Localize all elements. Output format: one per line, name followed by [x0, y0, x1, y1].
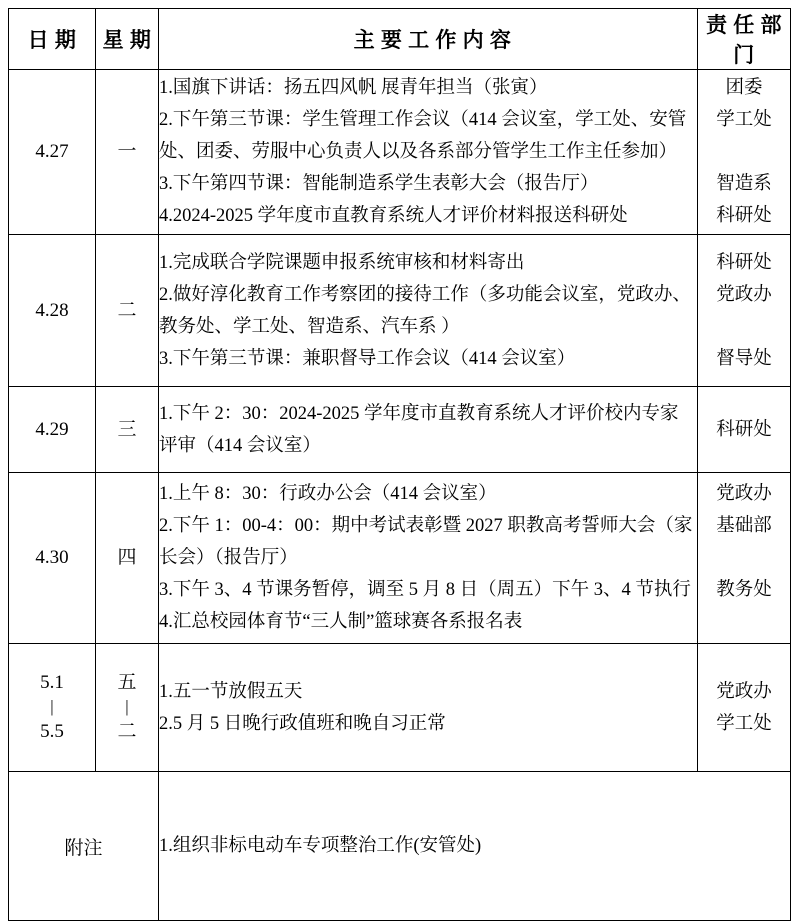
department-entry: 团委 — [725, 78, 763, 98]
department-entry: 智造系 — [716, 174, 772, 194]
department-entry: 科研处 — [716, 252, 772, 273]
department-entry: 科研处 — [716, 419, 772, 440]
row-department — [698, 473, 791, 644]
note-content — [159, 772, 791, 921]
weekday-range-end: 二 — [117, 720, 137, 742]
content-line: 1.组织非标电动车专项整治工作(安管处) — [159, 836, 482, 856]
content-line: 3.下午第四节课：智能制造系学生表彰大会（报告厅） — [159, 174, 599, 194]
weekday-range-start: 五 — [117, 671, 137, 693]
department-entry: 党政办 — [716, 681, 772, 702]
content-line: 4.汇总校园体育节“三人制”篮球赛各系报名表 — [159, 612, 523, 632]
header-date: 日 期 — [9, 9, 96, 70]
row-date: 4.27 — [9, 70, 96, 235]
content-line: 3.下午 3、4 节课务暂停，调至 5 月 8 日（周五）下午 3、4 节执行 — [159, 580, 691, 600]
header-department: 责 任 部 门 — [698, 9, 791, 70]
department-entry: 学工处 — [716, 713, 772, 734]
date-range-end: 5.5 — [40, 720, 64, 742]
department-entry — [698, 136, 790, 168]
row-weekday: 四 — [96, 473, 159, 644]
table-row — [9, 235, 791, 387]
date-range-start: 5.1 — [40, 671, 64, 693]
department-entry: 基础部 — [716, 516, 772, 536]
row-department — [698, 235, 791, 387]
row-content — [159, 70, 698, 235]
row-weekday — [96, 644, 159, 772]
department-entry — [698, 606, 790, 638]
row-date: 4.30 — [9, 473, 96, 644]
department-entry: 学工处 — [716, 110, 772, 130]
table-row — [9, 644, 791, 772]
content-line: 2.5 月 5 日晚行政值班和晚自习正常 — [159, 713, 446, 734]
department-entry: 科研处 — [716, 206, 772, 226]
row-date: 4.29 — [9, 387, 96, 473]
header-weekday: 星 期 — [96, 9, 159, 70]
row-department — [698, 387, 791, 473]
content-line: 1.下午 2：30：2024-2025 学年度市直教育系统人才评价校内专家评审（414 会议室） — [159, 403, 679, 456]
table-header-row — [9, 9, 791, 70]
content-line: 1.国旗下讲话：扬五四风帆 展青年担当（张寅） — [159, 78, 548, 98]
row-content — [159, 387, 698, 473]
note-row — [9, 772, 791, 921]
date-range-separator: | — [50, 697, 54, 717]
department-entry: 督导处 — [716, 348, 772, 369]
table-row — [9, 473, 791, 644]
row-weekday: 二 — [96, 235, 159, 387]
content-line: 2.下午 1：00-4：00：期中考试表彰暨 2027 职教高考誓师大会（家长会）（报告厅） — [159, 516, 693, 568]
department-entry: 教务处 — [716, 580, 772, 600]
row-content — [159, 235, 698, 387]
row-department — [698, 644, 791, 772]
table-row — [9, 387, 791, 473]
row-content — [159, 473, 698, 644]
content-line: 2.做好淳化教育工作考察团的接待工作（多功能会议室，党政办、教务处、学工处、智造系、汽车系 ） — [159, 284, 691, 337]
row-date — [9, 644, 96, 772]
content-line: 1.五一节放假五天 — [159, 681, 303, 702]
department-entry — [698, 542, 790, 574]
content-line: 1.上午 8：30：行政办公会（414 会议室） — [159, 484, 497, 504]
content-line: 2.下午第三节课：学生管理工作会议（414 会议室，学工处、安管处、团委、劳服中心负责人以及各系部分管学生工作主任参加） — [159, 110, 687, 162]
content-line: 4.2024-2025 学年度市直教育系统人才评价材料报送科研处 — [159, 206, 628, 226]
row-content — [159, 644, 698, 772]
department-entry — [698, 311, 790, 343]
work-schedule-table — [8, 8, 791, 921]
content-line: 3.下午第三节课：兼职督导工作会议（414 会议室） — [159, 348, 576, 369]
row-weekday: 三 — [96, 387, 159, 473]
content-line: 1.完成联合学院课题申报系统审核和材料寄出 — [159, 252, 525, 273]
note-label: 附注 — [9, 772, 159, 921]
row-date: 4.28 — [9, 235, 96, 387]
department-entry: 党政办 — [716, 484, 772, 504]
table-row — [9, 70, 791, 235]
row-weekday: 一 — [96, 70, 159, 235]
row-department — [698, 70, 791, 235]
department-entry: 党政办 — [716, 284, 772, 305]
weekday-range-separator: | — [125, 697, 129, 717]
header-content: 主 要 工 作 内 容 — [159, 9, 698, 70]
